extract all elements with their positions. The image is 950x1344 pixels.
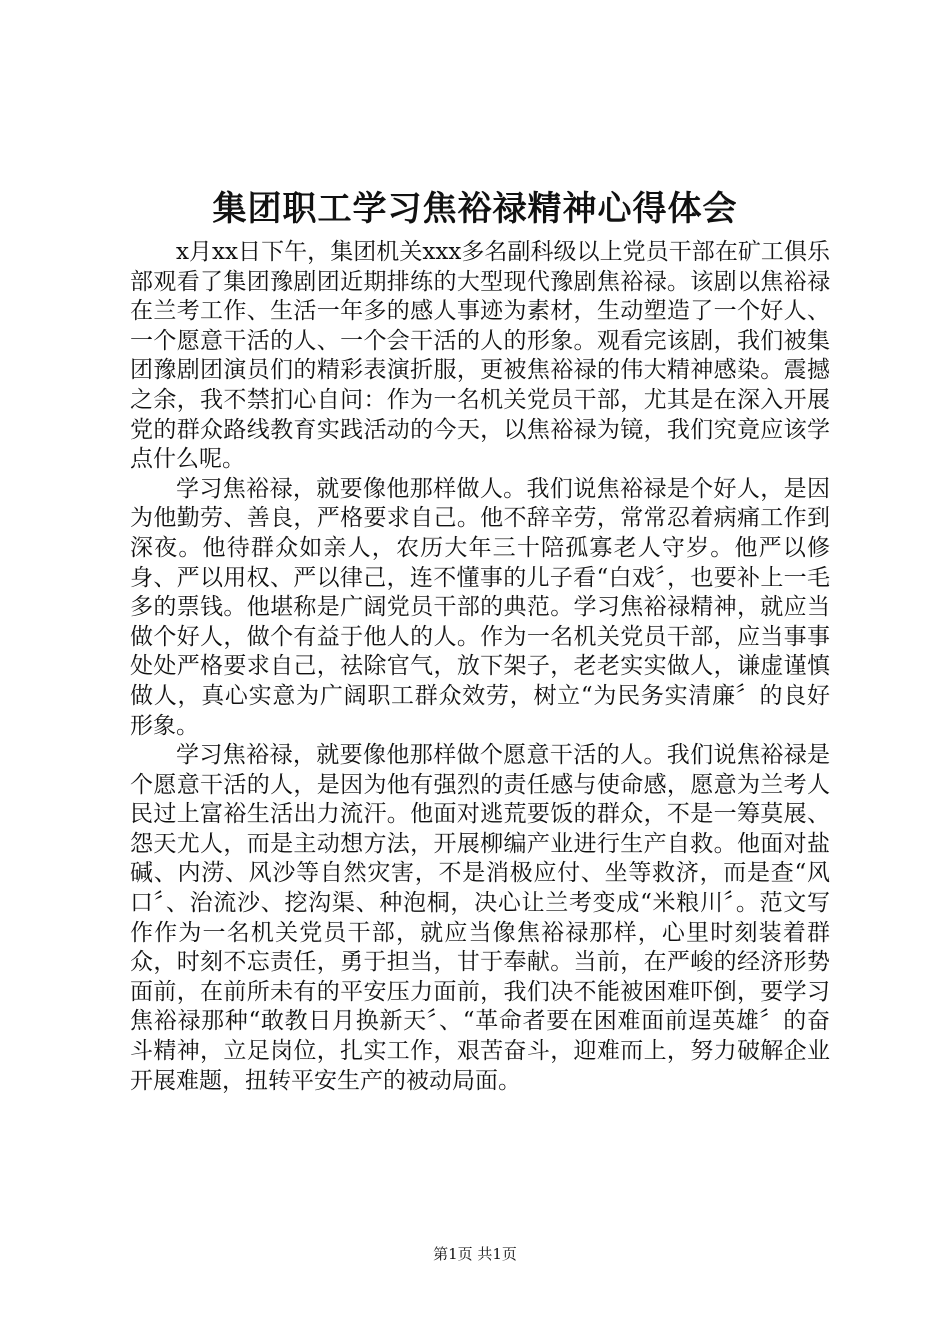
document-title: 集团职工学习焦裕禄精神心得体会	[212, 189, 738, 229]
paragraph: 学习焦裕禄，就要像他那样做人。我们说焦裕禄是个好人，是因为他勤劳、善良，严格要求自己。他不辞辛劳，常常忍着病痛工作到深夜。他待群众如亲人，农历大年三十陪孤寡老人守岁。他严以修身、严以用权、严以律己，连不懂事的儿子看“白戏〞，也要补上一毛多的票钱。他堪称是广阔党员干部的典范。学习焦裕禄精神，就应当做个好人，做个有益于他人的人。作为一名机关党员干部，应当事事处处严格要求自己，祛除官气，放下架子，老老实实做人，谦虚谨慎做人，真心实意为广阔职工群众效劳，树立“为民务实清廉〞的良好形象。	[130, 475, 830, 739]
page-footer: 第1页 共1页	[433, 1245, 517, 1263]
paragraph: x月xx日下午，集团机关xxx多名副科级以上党员干部在矿工俱乐部观看了集团豫剧团近期排练的大型现代豫剧焦裕禄。该剧以焦裕禄在兰考工作、生活一年多的感人事迹为素材，生动塑造了一个好人、一个愿意干活的人、一个会干活的人的形象。观看完该剧，我们被集团豫剧团演员们的精彩表演折服，更被焦裕禄的伟大精神感染。震撼之余，我不禁扪心自问：作为一名机关党员干部，尤其是在深入开展党的群众路线教育实践活动的今天，以焦裕禄为镜，我们究竟应该学点什么呢。	[130, 239, 830, 473]
document-body	[130, 238, 830, 1096]
paragraph: 学习焦裕禄，就要像他那样做个愿意干活的人。我们说焦裕禄是个愿意干活的人，是因为他有强烈的责任感与使命感，愿意为兰考人民过上富裕生活出力流汗。他面对逃荒要饭的群众，不是一筹莫展、怨天尤人，而是主动想方法，开展柳编产业进行生产自救。他面对盐碱、内涝、风沙等自然灾害，不是消极应付、坐等救济，而是查“风口〞、治流沙、挖沟渠、种泡桐，决心让兰考变成“米粮川〞。范文写作作为一名机关党员干部，就应当像焦裕禄那样，心里时刻装着群众，时刻不忘责任，勇于担当，甘于奉献。当前，在严峻的经济形势面前，在前所未有的平安压力面前，我们决不能被困难吓倒，要学习焦裕禄那种“敢教日月换新天〞、“革命者要在困难面前逞英雄〞的奋斗精神，立足岗位，扎实工作，艰苦奋斗，迎难而上，努力破解企业开展难题，扭转平安生产的被动局面。	[130, 742, 830, 1094]
